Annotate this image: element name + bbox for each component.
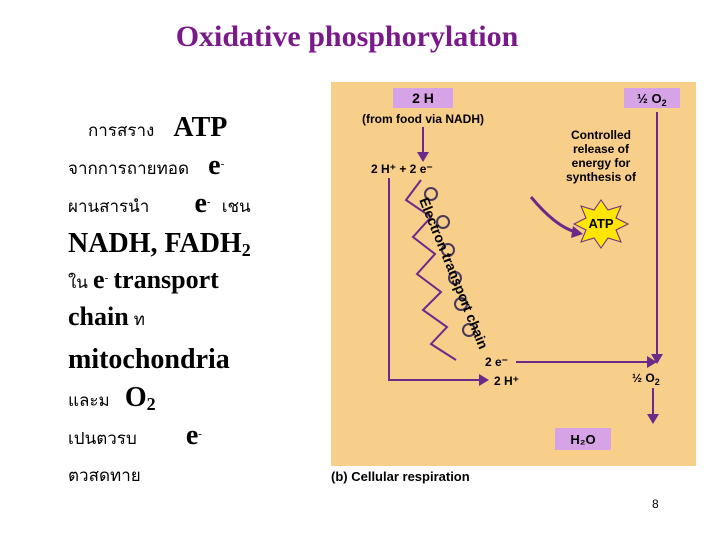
h2o-label: H₂O <box>570 432 596 447</box>
line-9: เปนตวรบ e- <box>68 420 202 451</box>
hplus-arrowhead <box>479 374 489 386</box>
figure-caption: (b) Cellular respiration <box>331 469 470 484</box>
cellular-respiration-figure <box>331 82 696 466</box>
controlled-line-2: release of <box>572 142 630 156</box>
line-1: การสราง ATP <box>88 112 228 143</box>
line-2: จากการถายทอด e- <box>68 150 225 181</box>
line-6: chain ท <box>68 302 145 331</box>
controlled-line-3: energy for <box>571 156 631 170</box>
controlled-line-4: synthesis of <box>565 170 637 184</box>
figure-diagram <box>331 82 696 466</box>
half-o2-right-label: ½ $O_2$ <box>632 371 660 387</box>
line-7: mitochondria <box>68 344 230 375</box>
hplus-line: 2 H⁺ + 2 e⁻ <box>371 162 433 176</box>
two-e-label: 2 e⁻ <box>485 355 509 369</box>
atp-arrow-line <box>531 197 576 232</box>
h2o-arrowhead <box>647 414 659 424</box>
controlled-line-1: Controlled <box>571 128 631 142</box>
hplus-path <box>389 178 391 380</box>
page-number: 8 <box>652 497 659 511</box>
line-10: ตวสดทาย <box>68 466 141 486</box>
from-food-label: (from food via NADH) <box>362 112 484 126</box>
slide-title: Oxidative phosphorylation <box>175 20 519 53</box>
arrowhead-2h <box>417 152 429 162</box>
line-4: NADH, $FADH_2$ <box>68 228 251 260</box>
half-o2-top-label: ½ $O_2$ <box>637 91 667 108</box>
line-5: ใน e- transport <box>68 265 219 294</box>
two-h-label: 2 H <box>412 90 434 106</box>
etc-label: Electron transport chain <box>416 195 492 352</box>
two-h-plus-label: 2 H⁺ <box>494 374 520 388</box>
line-3: ผานสารนำ e- เชน <box>68 188 251 219</box>
atp-label: ATP <box>588 216 614 231</box>
line-8: และม $O_2$ <box>68 382 156 414</box>
